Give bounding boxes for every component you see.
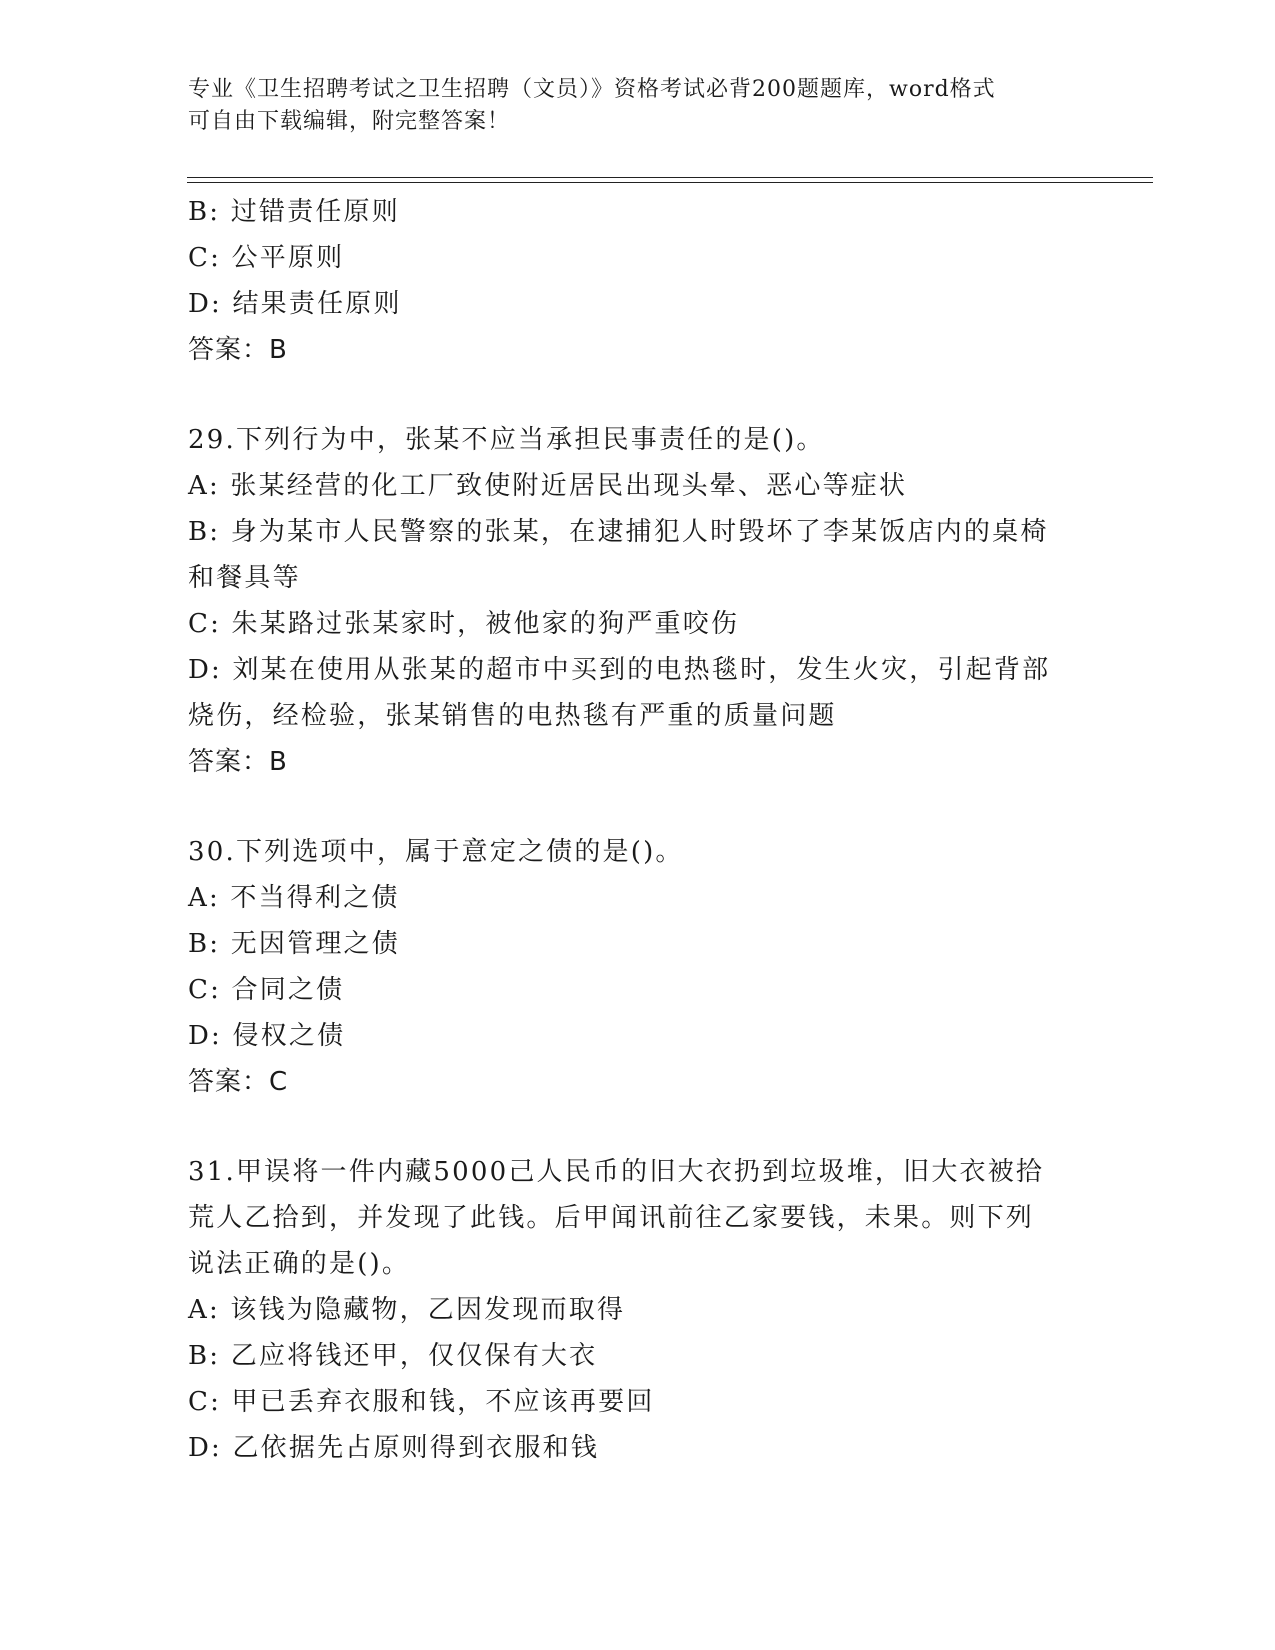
option-a: A: 不当得利之债: [188, 883, 400, 913]
header-rule-bottom: [187, 182, 1153, 183]
document-body: [188, 189, 1088, 1471]
answer-line: 答案：C: [188, 1067, 289, 1097]
answer-line: 答案：B: [188, 335, 288, 365]
option-a: A: 张某经营的化工厂致使附近居民出现头晕、恶心等症状: [188, 471, 908, 501]
option-d: D: 刘某在使用从张某的超市中买到的电热毯时，发生火灾，引起背部: [188, 655, 1051, 685]
option-d: D: 侵权之债: [188, 1021, 346, 1051]
question-stem: 31.甲误将一件内藏5000己人民币的旧大衣扔到垃圾堆，旧大衣被拾: [188, 1157, 1045, 1187]
spacer: [188, 1105, 1088, 1149]
option-b: B: 乙应将钱还甲，仅仅保有大衣: [188, 1341, 598, 1371]
option-d: D: 乙依据先占原则得到衣服和钱: [188, 1433, 600, 1463]
question-stem: 30.下列选项中，属于意定之债的是()。: [188, 837, 684, 867]
question-29: [188, 417, 1088, 785]
option-d-continued: 烧伤，经检验，张某销售的电热毯有严重的质量问题: [188, 701, 837, 731]
answer-line: 答案：B: [188, 747, 288, 777]
question-stem: 29.下列行为中，张某不应当承担民事责任的是()。: [188, 425, 825, 455]
header-line-2: 可自由下载编辑，附完整答案！: [188, 109, 511, 134]
question-stem-continued: 说法正确的是()。: [188, 1249, 411, 1279]
option-c: C: 合同之债: [188, 975, 345, 1005]
option-b: B: 过错责任原则: [188, 197, 400, 227]
spacer: [188, 785, 1088, 829]
option-c: C: 甲已丢弃衣服和钱，不应该再要回: [188, 1387, 655, 1417]
option-c: C: 公平原则: [188, 243, 345, 273]
header-line-1: 专业《卫生招聘考试之卫生招聘（文员）》资格考试必背200题题库，word格式: [188, 77, 996, 102]
option-b: B: 无因管理之债: [188, 929, 400, 959]
option-b: B: 身为某市人民警察的张某，在逮捕犯人时毁坏了李某饭店内的桌椅: [188, 517, 1049, 547]
question-28-continued: [188, 189, 1088, 373]
question-31: [188, 1149, 1088, 1471]
option-c: C: 朱某路过张某家时，被他家的狗严重咬伤: [188, 609, 740, 639]
option-b-continued: 和餐具等: [188, 563, 301, 593]
option-a: A: 该钱为隐藏物，乙因发现而取得: [188, 1295, 626, 1325]
spacer: [188, 373, 1088, 417]
question-30: [188, 829, 1088, 1105]
header-rule-top: [187, 177, 1153, 178]
question-stem-continued: 荒人乙拾到，并发现了此钱。后甲闻讯前往乙家要钱，未果。则下列: [188, 1203, 1035, 1233]
document-header: [188, 74, 1088, 138]
option-d: D: 结果责任原则: [188, 289, 402, 319]
